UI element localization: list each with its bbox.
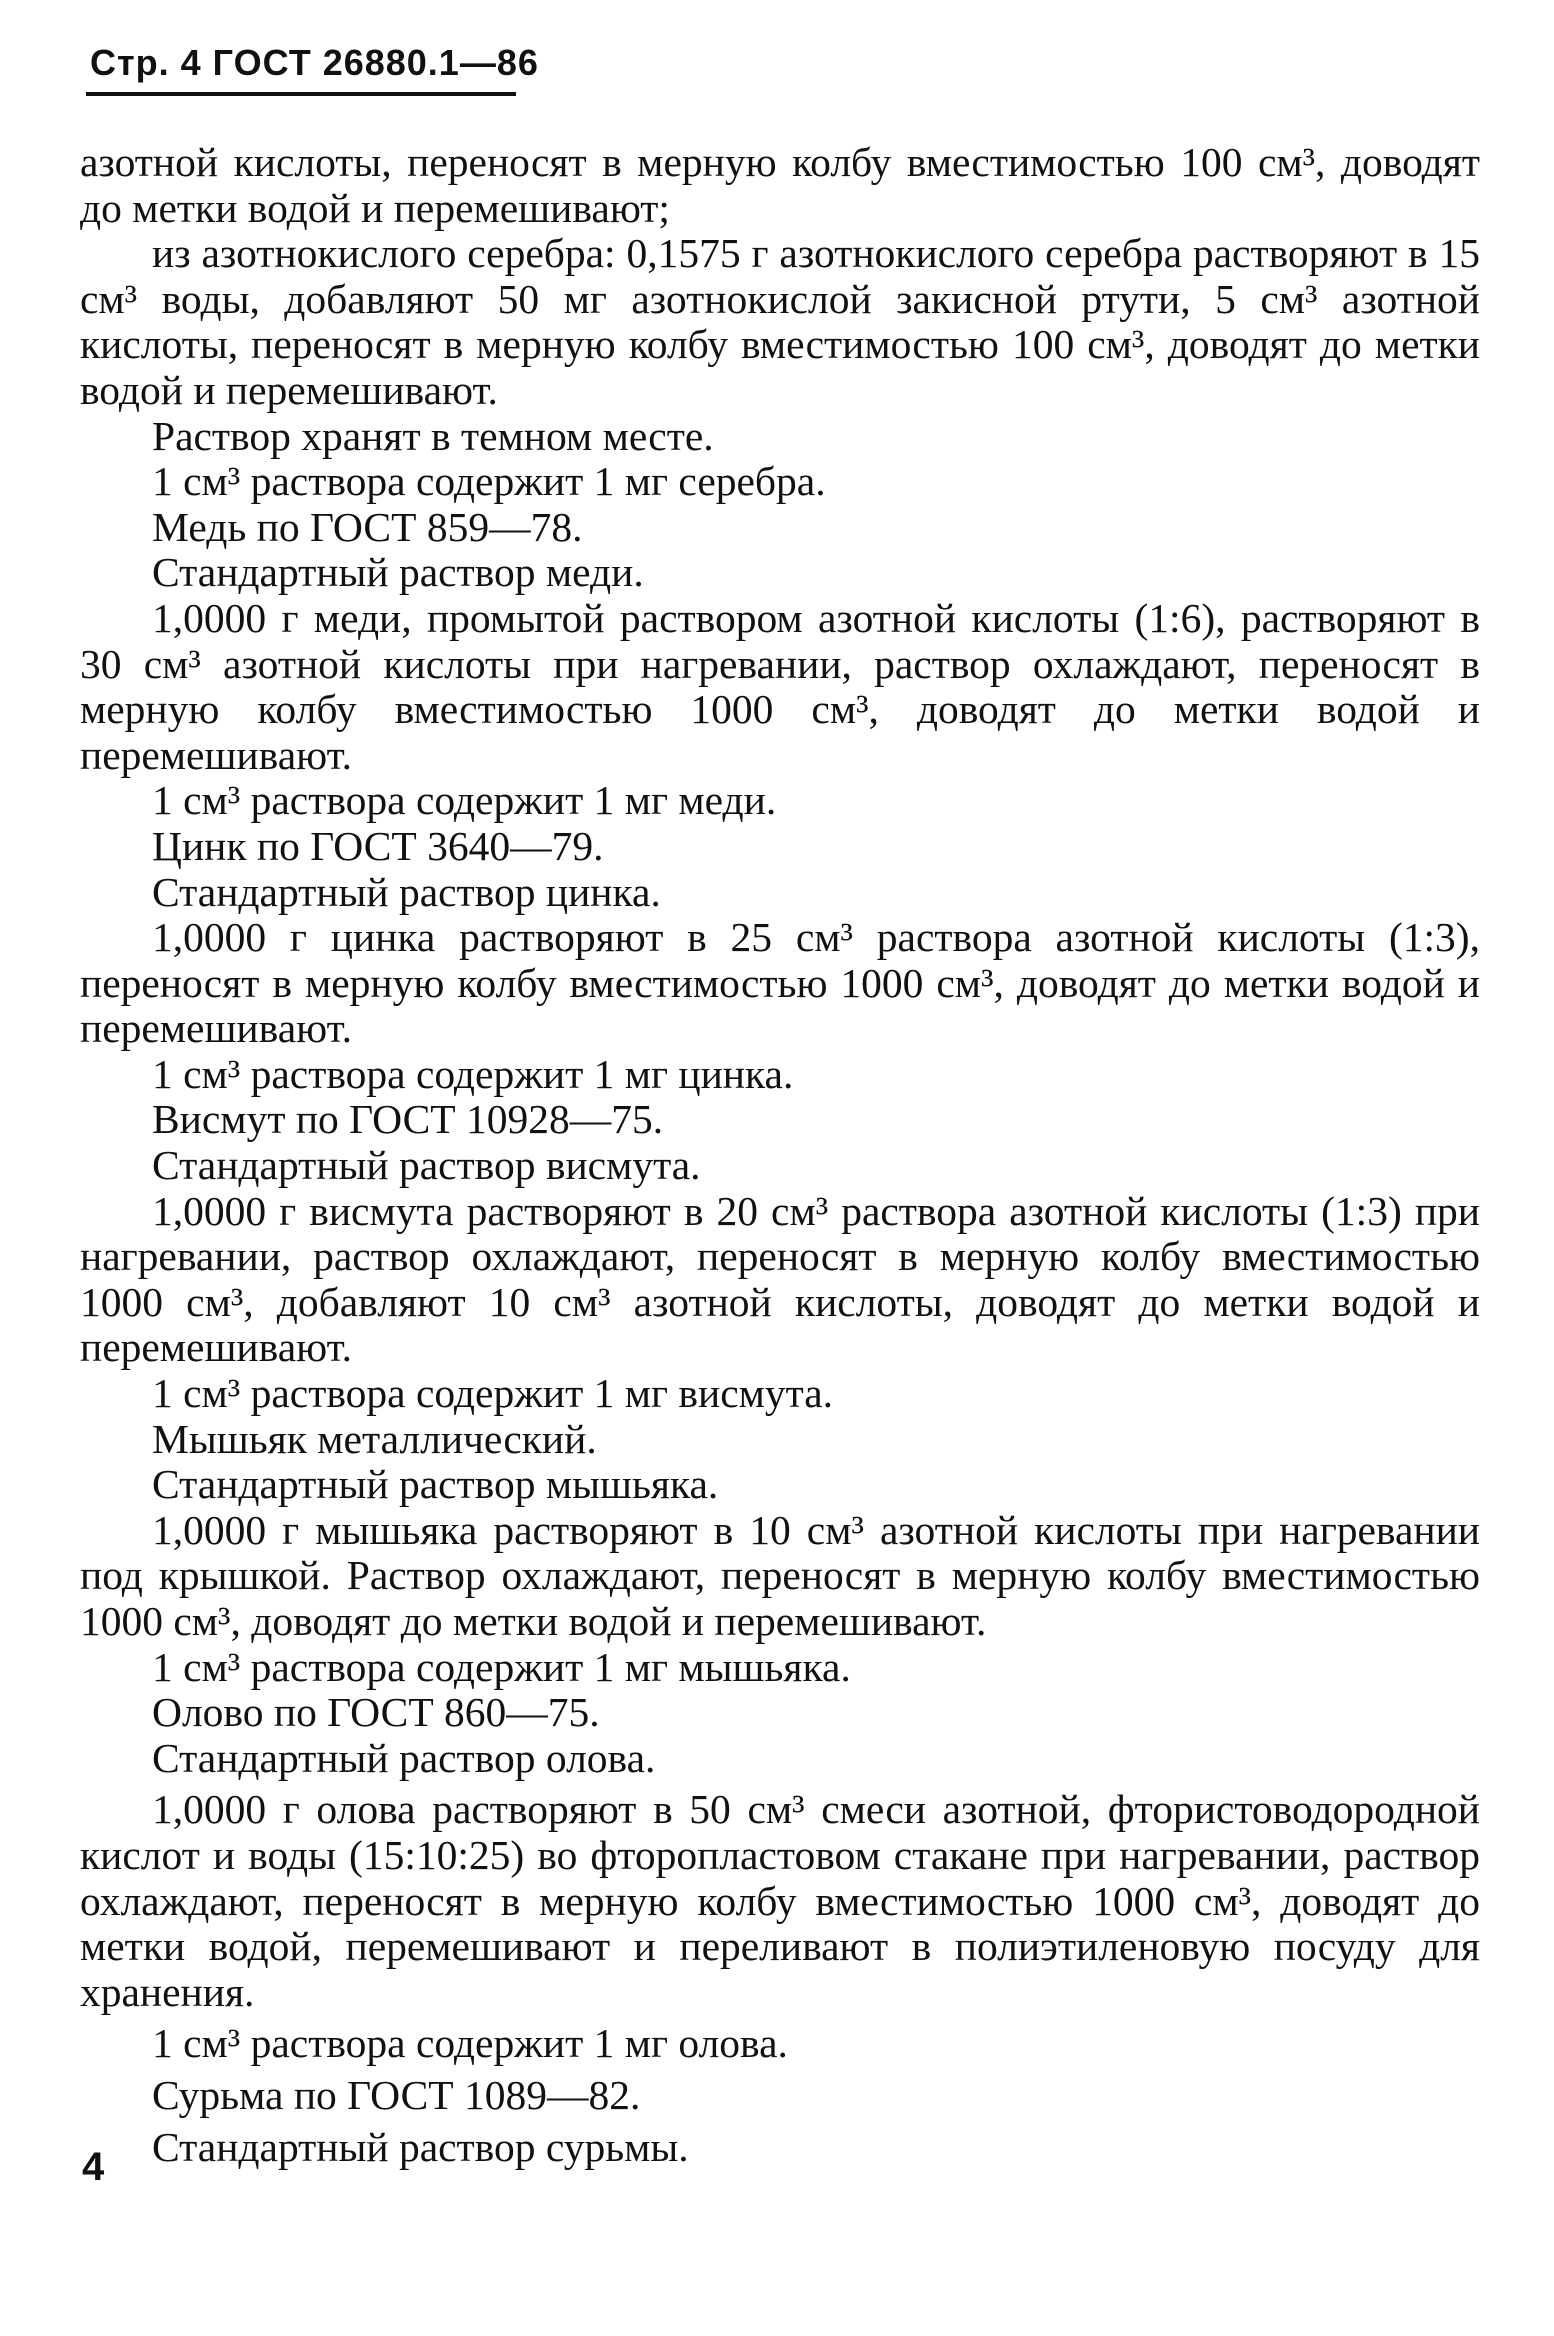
page-number: 4 [82, 2145, 105, 2189]
page-header [90, 42, 539, 84]
header-rule [86, 92, 516, 96]
paragraph: Олово по ГОСТ 860—75. [152, 1689, 600, 1736]
paragraph: Сурьма по ГОСТ 1089—82. [152, 2071, 641, 2118]
paragraph: 1,0000 г меди, промытой раствором азотной кислоты (1:6), растворяют в 30 см³ азотной кислоты при нагревании, раствор охлаждают, переносят в мерную колбу вместимостью 1000 см³, доводят до метки водой и перемешивают. [80, 594, 1480, 778]
paragraph: 1,0000 г мышьяка растворяют в 10 см³ азотной кислоты при нагревании под крышкой. Раствор охлаждают, переносят в мерную колбу вместимостью 1000 см³, доводят до метки водой и перемешивают. [80, 1506, 1480, 1644]
paragraph: Цинк по ГОСТ 3640—79. [152, 822, 604, 869]
document-body [80, 140, 1480, 2170]
paragraph: Стандартный раствор мышьяка. [152, 1461, 719, 1508]
page-label: Стр. 4 [90, 42, 202, 83]
paragraph: 1 см³ раствора содержит 1 мг цинка. [152, 1050, 794, 1097]
paragraph: 1,0000 г висмута растворяют в 20 см³ раствора азотной кислоты (1:3) при нагревании, раствор охлаждают, переносят в мерную колбу вместимостью 1000 см³, добавляют 10 см³ азотной кислоты, доводят до метки водой и перемешивают. [80, 1187, 1480, 1371]
paragraph: азотной кислоты, переносят в мерную колбу вместимостью 100 см³, доводят до метки водой и перемешивают; [80, 139, 1480, 231]
paragraph: 1 см³ раствора содержит 1 мг олова. [152, 2020, 788, 2067]
paragraph: Висмут по ГОСТ 10928—75. [152, 1096, 664, 1143]
paragraph: Стандартный раствор цинка. [152, 868, 661, 915]
paragraph: Раствор хранят в темном месте. [152, 412, 714, 459]
paragraph: 1 см³ раствора содержит 1 мг меди. [152, 777, 777, 824]
paragraph: Мышьяк металлический. [152, 1415, 597, 1462]
paragraph: Стандартный раствор меди. [152, 549, 644, 596]
paragraph: 1 см³ раствора содержит 1 мг мышьяка. [152, 1643, 851, 1690]
paragraph: из азотнокислого серебра: 0,1575 г азотнокислого серебра растворяют в 15 см³ воды, добавляют 50 мг азотнокислой закисной ртути, 5 см³ азотной кислоты, переносят в мерную колбу вместимостью 100 см³, доводят до метки водой и перемешивают. [80, 230, 1480, 413]
paragraph: 1 см³ раствора содержит 1 мг висмута. [152, 1370, 834, 1417]
paragraph: 1,0000 г цинка растворяют в 25 см³ раствора азотной кислоты (1:3), переносят в мерную колбу вместимостью 1000 см³, доводят до метки водой и перемешивают. [80, 914, 1480, 1052]
paragraph: Медь по ГОСТ 859—78. [152, 503, 583, 550]
paragraph: Стандартный раствор сурьмы. [152, 2123, 689, 2170]
standard-code: ГОСТ 26880.1—86 [212, 42, 539, 83]
paragraph: 1 см³ раствора содержит 1 мг серебра. [152, 458, 826, 505]
paragraph: Стандартный раствор олова. [152, 1734, 656, 1781]
paragraph: Стандартный раствор висмута. [152, 1142, 701, 1189]
paragraph: 1,0000 г олова растворяют в 50 см³ смеси азотной, фтористоводородной кислот и воды (15:10:25) во фторопластовом стакане при нагревании, раствор охлаждают, переносят в мерную колбу вместимостью 1000 см³, доводят до метки водой, перемешивают и переливают в полиэтиленовую посуду для хранения. [80, 1786, 1480, 2015]
